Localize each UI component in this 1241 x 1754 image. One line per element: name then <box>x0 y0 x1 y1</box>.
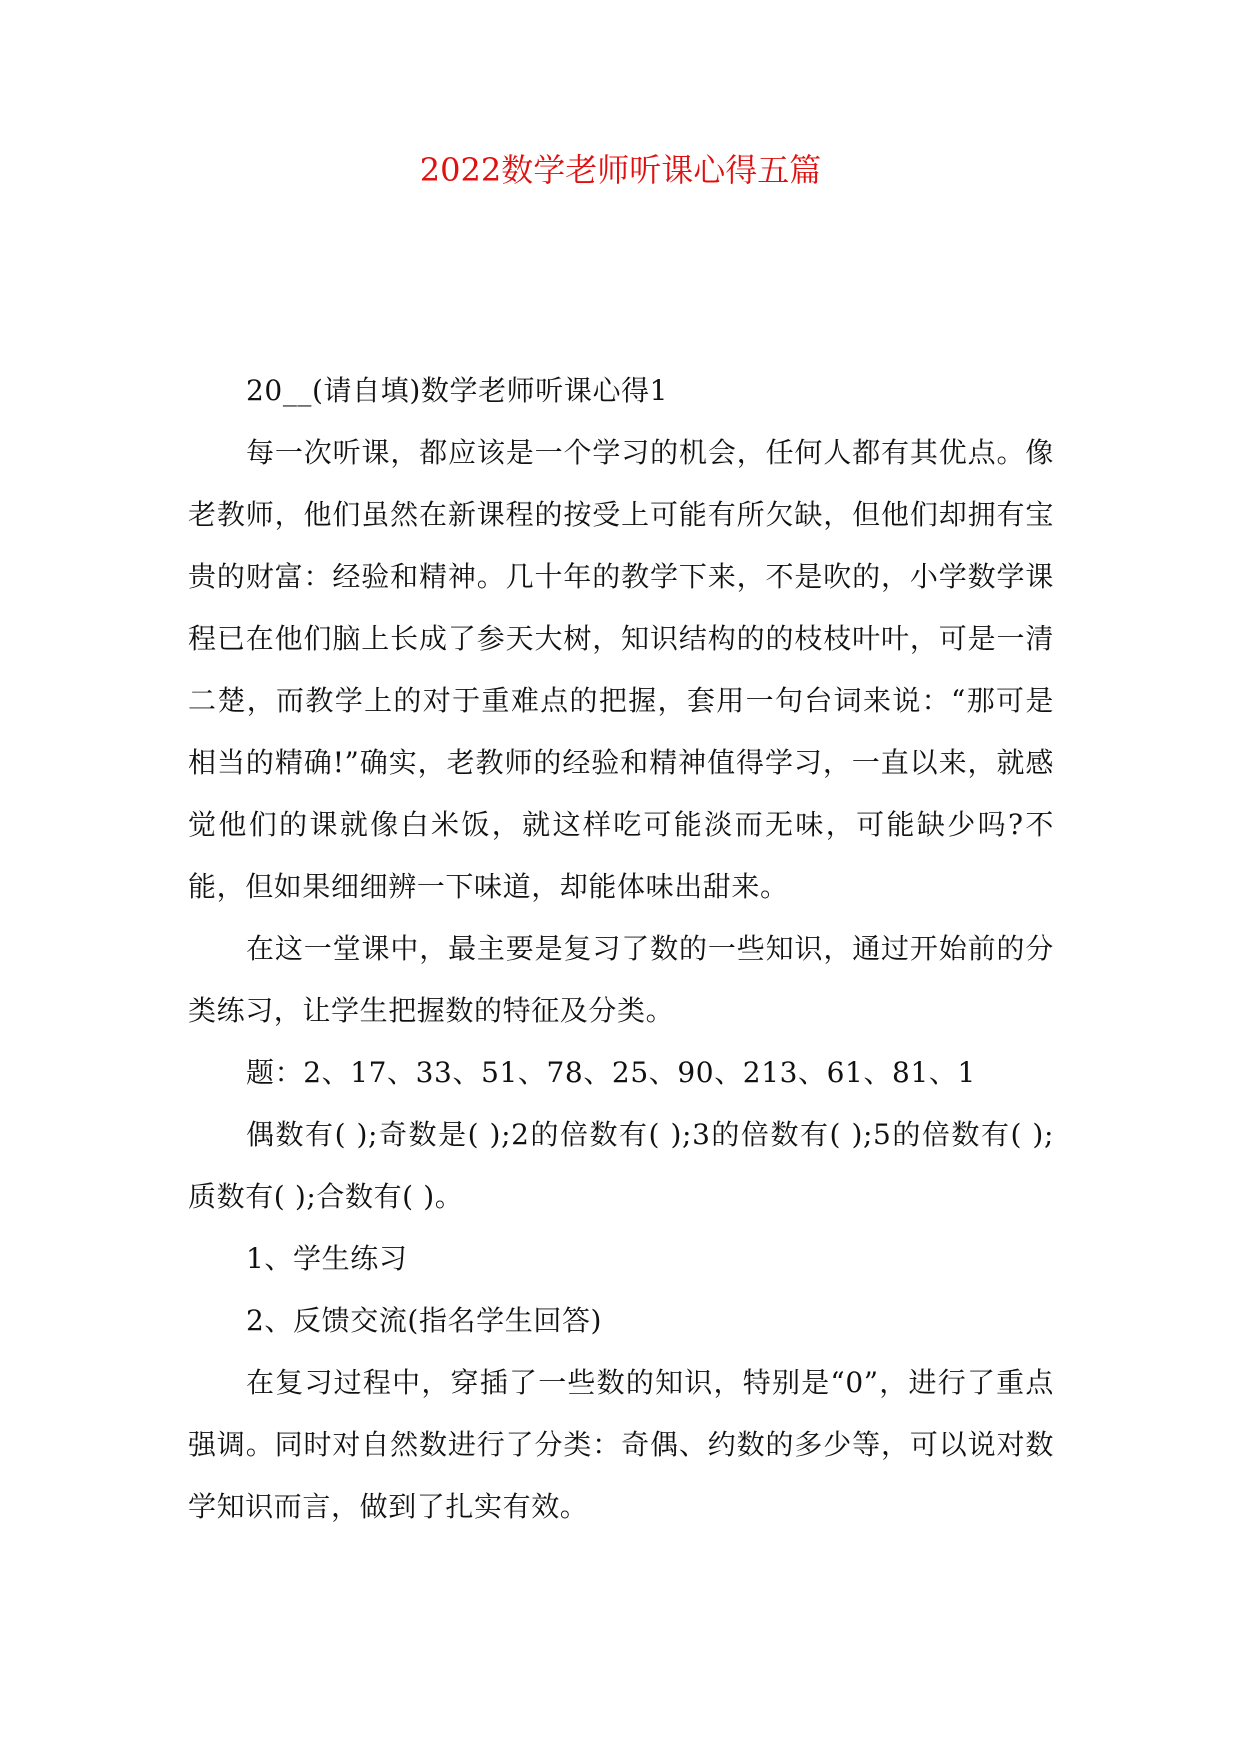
exercise-questions: 偶数有( );奇数是( );2的倍数有( );3的倍数有( );5的倍数有( );质数有( );合数有( )。 <box>188 1118 1054 1213</box>
body-paragraph: 在复习过程中，穿插了一些数的知识，特别是“0”，进行了重点强调。同时对自然数进行了分类：奇偶、约数的多少等，可以说对数学知识而言，做到了扎实有效。 <box>188 1366 1054 1523</box>
exercise-numbers: 题：2、17、33、51、78、25、90、213、61、81、1 <box>246 1056 976 1089</box>
body-paragraph: 在这一堂课中，最主要是复习了数的一些知识，通过开始前的分类练习，让学生把握数的特征及分类。 <box>188 932 1054 1027</box>
step-item: 2、反馈交流(指名学生回答) <box>246 1304 603 1337</box>
body-paragraph: 每一次听课，都应该是一个学习的机会，任何人都有其优点。像老教师，他们虽然在新课程的按受上可能有所欠缺，但他们却拥有宝贵的财富：经验和精神。几十年的教学下来，不是吹的，小学数学课程已在他们脑上长成了参天大树，知识结构的的枝枝叶叶，可是一清二楚，而教学上的对于重难点的把握，套用一句台词来说：“那可是相当的精确!”确实，老教师的经验和精神值得学习，一直以来，就感觉他们的课就像白米饭，就这样吃可能淡而无味，可能缺少吗?不能，但如果细细辨一下味道，却能体味出甜来。 <box>188 436 1054 903</box>
document-title: 2022数学老师听课心得五篇 <box>419 151 822 189</box>
section-heading-1: 20__(请自填)数学老师听课心得1 <box>246 374 669 407</box>
document-body <box>188 360 1054 1538</box>
step-item: 1、学生练习 <box>246 1242 408 1275</box>
